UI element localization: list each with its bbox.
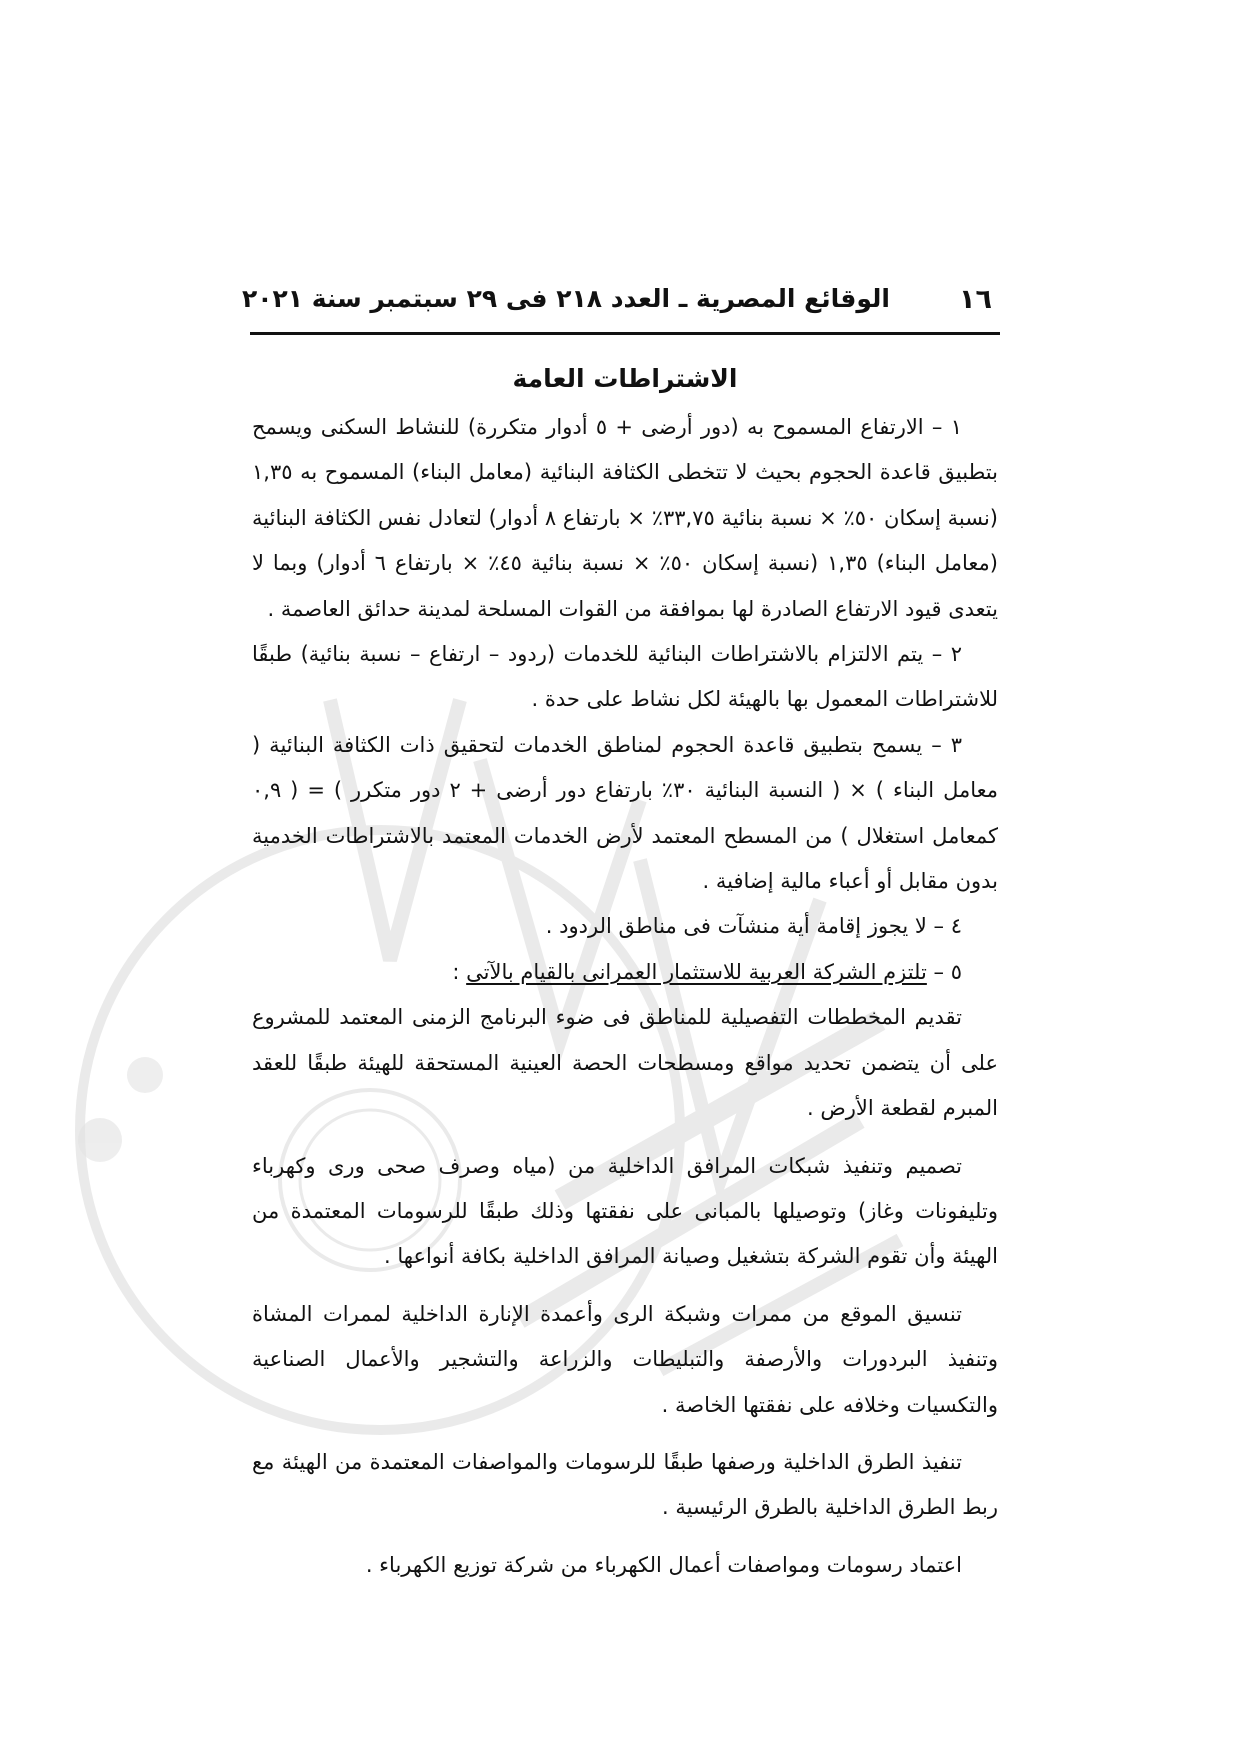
obligation-paragraph: تنفيذ الطرق الداخلية ورصفها طبقًا للرسومات والمواصفات المعتمدة من الهيئة مع ربط الطرق الداخلية بالطرق الرئيسية . — [252, 1449, 998, 1520]
page-number: ١٦ — [959, 284, 992, 315]
document-body — [252, 405, 999, 1577]
obligation-paragraph: تنسيق الموقع من ممرات وشبكة الرى وأعمدة الإنارة الداخلية لممرات المشاة وتنفيذ البردورات والأرصفة والتبليطات والزراعة والتشجير والأعمال الصناعية والتكسيات وخلافه على نفقتها الخاصة . — [252, 1301, 998, 1417]
gazette-title: الوقائع المصرية ـ العدد ٢١٨ فى ٢٩ سبتمبر سنة ٢٠٢١ — [241, 284, 890, 313]
list-item-2: ٢ – يتم الالتزام بالاشتراطات البنائية للخدمات (ردود – ارتفاع – نسبة بنائية) طبقًا للاشتراطات المعمول بها بالهيئة لكل نشاط على حدة . — [252, 642, 998, 712]
obligation-paragraph: اعتماد رسومات ومواصفات أعمال الكهرباء من شركة توزيع الكهرباء . — [365, 1552, 962, 1577]
list-item-5 — [252, 950, 998, 995]
page-header — [241, 284, 1000, 324]
list-item-5-heading: تلتزم الشركة العربية للاستثمار العمرانى بالقيام بالآتى — [466, 959, 927, 984]
list-item-4: ٤ – لا يجوز إقامة أية منشآت فى مناطق الردود . — [545, 914, 962, 939]
list-item-1: ١ – الارتفاع المسموح به (دور أرضى + ٥ أدوار متكررة) للنشاط السكنى ويسمح بتطبيق قاعدة الحجوم بحيث لا تتخطى الكثافة البنائية (معامل البناء) المسموح به ١,٣٥ (نسبة إسكان ٥٠٪ × نسبة بنائية ٣٣,٧٥٪ × بارتفاع ٨ أدوار) لتعادل نفس الكثافة البنائية (معامل البناء) ١,٣٥ (نسبة إسكان ٥٠٪ × نسبة بنائية ٤٥٪ × بارتفاع ٦ أدوار) وبما لا يتعدى قيود الارتفاع الصادرة لها بموافقة من القوات المسلحة لمدينة حدائق العاصمة . — [252, 415, 998, 621]
header-rule — [250, 332, 1000, 335]
list-item-5-suffix: : — [452, 959, 467, 984]
list-item-5-prefix: ٥ – — [926, 959, 962, 984]
obligation-paragraph: تصميم وتنفيذ شبكات المرافق الداخلية من (مياه وصرف صحى ورى وكهرباء وتليفونات وغاز) وتوصيلها بالمبانى على نفقتها وذلك طبقًا للرسومات المعتمدة من الهيئة وأن تقوم الشركة بتشغيل وصيانة المرافق الداخلية بكافة أنواعها . — [252, 1153, 998, 1269]
obligation-paragraph: تقديم المخططات التفصيلية للمناطق فى ضوء البرنامج الزمنى المعتمد للمشروع على أن يتضمن تحديد مواقع ومسطحات الحصة العينية المستحقة للهيئة طبقًا للعقد المبرم لقطعة الأرض . — [252, 1005, 998, 1121]
list-item-3: ٣ – يسمح بتطبيق قاعدة الحجوم لمناطق الخدمات لتحقيق ذات الكثافة البنائية ( معامل البناء ) × ( النسبة البنائية ٣٠٪ بارتفاع دور أرضى + ٢ دور متكرر ) = ( ٠,٩ كمعامل استغلال ) من المسطح المعتمد لأرض الخدمات المعتمد بالاشتراطات الخدمية بدون مقابل أو أعباء مالية إضافية . — [252, 732, 999, 894]
section-title: الاشتراطات العامة — [512, 364, 738, 393]
